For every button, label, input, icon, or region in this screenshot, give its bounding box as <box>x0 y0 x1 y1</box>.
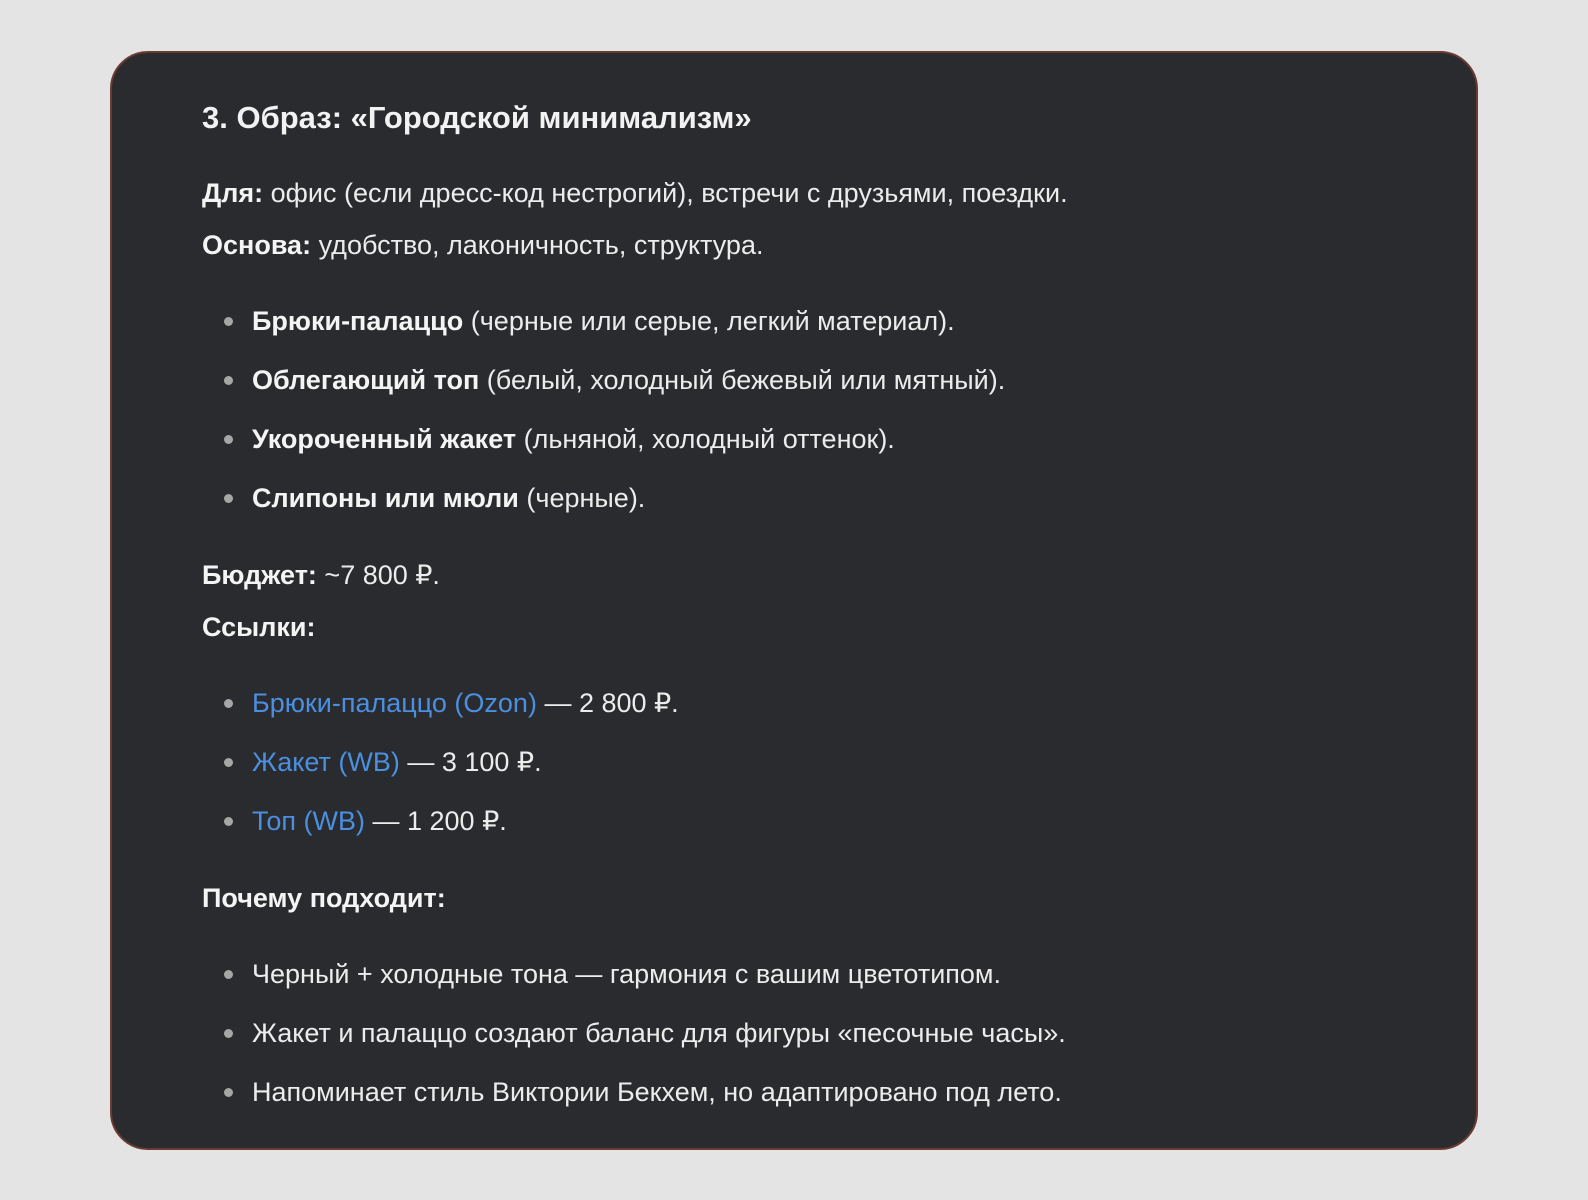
link-top-wb[interactable]: Топ (WB) <box>252 806 365 836</box>
reason-text: Жакет и палаццо создают баланс для фигуры «песочные часы». <box>252 1018 1066 1048</box>
item-name: Брюки-палаццо <box>252 306 464 336</box>
links-list <box>202 674 1416 851</box>
list-item <box>202 292 1416 351</box>
section-title: 3. Образ: «Городской минимализм» <box>202 100 752 135</box>
link-jacket-wb[interactable]: Жакет (WB) <box>252 747 400 777</box>
item-name: Укороченный жакет <box>252 424 517 454</box>
bullet-icon <box>224 1029 233 1038</box>
list-item <box>202 792 1416 851</box>
budget-label: Бюджет: <box>202 560 317 590</box>
list-item <box>202 945 1416 1004</box>
bullet-icon <box>224 758 233 767</box>
list-item <box>202 674 1416 733</box>
links-heading: Ссылки: <box>202 612 316 642</box>
link-price: — 2 800 ₽. <box>536 688 679 718</box>
reason-text: Черный + холодные тона — гармония с вашим цветотипом. <box>252 959 1001 989</box>
response-card <box>110 51 1478 1150</box>
link-palazzo-ozon[interactable]: Брюки-палаццо (Ozon) <box>252 688 537 718</box>
link-price: — 3 100 ₽. <box>399 747 542 777</box>
list-item <box>202 1063 1416 1122</box>
bullet-icon <box>224 970 233 979</box>
item-name: Облегающий топ <box>252 365 480 395</box>
links-heading-line <box>202 601 1416 653</box>
bullet-icon <box>224 1088 233 1097</box>
bullet-icon <box>224 494 233 503</box>
why-heading: Почему подходит: <box>202 883 446 913</box>
bullet-icon <box>224 817 233 826</box>
response-content <box>202 98 1416 1122</box>
reasons-list <box>202 945 1416 1122</box>
bullet-icon <box>224 376 233 385</box>
item-desc: (белый, холодный бежевый или мятный). <box>479 365 1006 395</box>
bullet-icon <box>224 435 233 444</box>
outfit-items-list <box>202 292 1416 528</box>
item-desc: (черные). <box>518 483 646 513</box>
budget-line <box>202 549 1416 601</box>
bullet-icon <box>224 317 233 326</box>
why-heading-line <box>202 872 1416 924</box>
list-item <box>202 469 1416 528</box>
list-item <box>202 733 1416 792</box>
bullet-icon <box>224 699 233 708</box>
budget-text: ~7 800 ₽. <box>316 560 440 590</box>
item-name: Слипоны или мюли <box>252 483 519 513</box>
item-desc: (черные или серые, легкий материал). <box>463 306 955 336</box>
reason-text: Напоминает стиль Виктории Бекхем, но адаптировано под лето. <box>252 1077 1062 1107</box>
basis-line <box>202 219 1416 271</box>
list-item <box>202 351 1416 410</box>
item-desc: (льняной, холодный оттенок). <box>516 424 895 454</box>
for-text: офис (если дресс-код нестрогий), встречи с друзьями, поездки. <box>263 178 1068 208</box>
list-item <box>202 410 1416 469</box>
for-line <box>202 167 1416 219</box>
list-item <box>202 1004 1416 1063</box>
basis-text: удобство, лаконичность, структура. <box>311 230 764 260</box>
basis-label: Основа: <box>202 230 312 260</box>
for-label: Для: <box>202 178 264 208</box>
link-price: — 1 200 ₽. <box>365 806 507 836</box>
